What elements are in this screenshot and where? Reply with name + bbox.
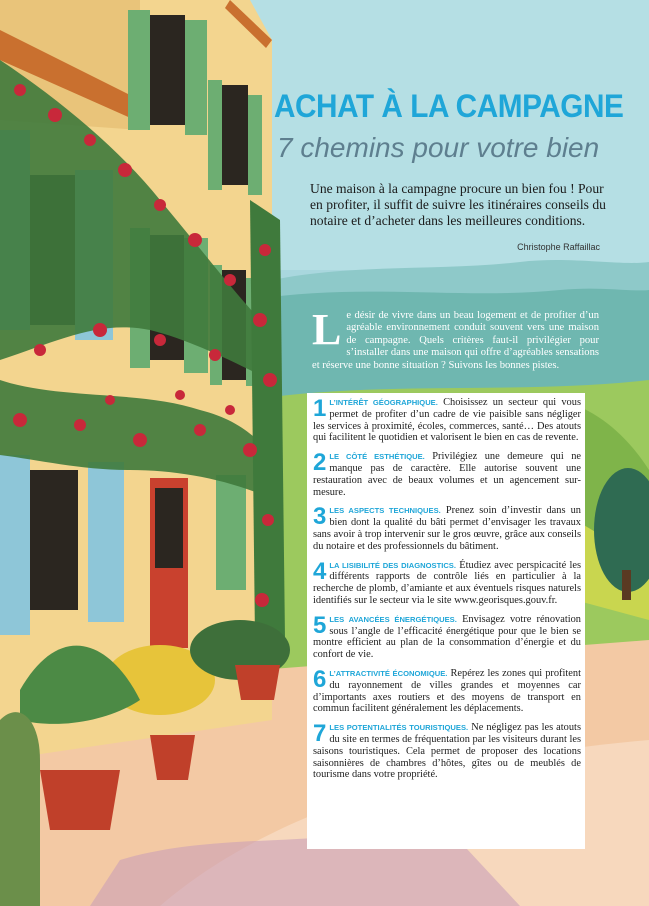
tip-heading: LES AVANCÉES ÉNERGÉTIQUES.	[329, 614, 457, 624]
article-author: Christophe Raffaillac	[517, 242, 600, 252]
tip-text: Ne négligez pas les atouts du site en termes de fréquentation par les visiteurs durant les saisons touristiques. Cela permet de proposer des locations saisonnières de chambres d’hôtes, gîtes ou de meublés de tourisme dans votre propriété.	[313, 722, 581, 781]
tip-item	[313, 397, 581, 444]
tips-panel	[307, 393, 585, 849]
tip-number: 5	[313, 611, 327, 639]
tip-number: 7	[313, 720, 327, 748]
tip-item	[313, 557, 581, 607]
tip-item	[313, 722, 581, 781]
tip-number: 3	[313, 503, 327, 531]
tip-text: Étudiez avec perspicacité les différents rapports de contrôle liés en particulier à la recherche de plomb, d’amiante et aux éventuels risques naturels identifiés sur le secteur via le site www.georisques.gouv.fr.	[313, 559, 581, 606]
tip-text: Repérez les zones qui profitent du rayonnement de villes grandes et moyennes car d’importants axes routiers et des moyens de transport en commun facilitent généralement les déplacements.	[313, 667, 581, 715]
tip-heading: LES POTENTIALITÉS TOURISTIQUES.	[329, 723, 469, 733]
tip-item	[313, 451, 581, 498]
article-title: ACHAT À LA CAMPAGNE	[274, 88, 624, 124]
tip-number: 2	[313, 449, 327, 477]
tip-item	[313, 505, 581, 552]
tip-text: Privilégiez une demeure qui ne manque pas de caractère. Elle autorise souvent une restauration avec de beaux volumes et un agencement sur-mesure.	[313, 451, 581, 498]
lead-text: e désir de vivre dans un beau logement et de profiter d’un agréable environnement conduit souvent vers une maison de campagne. Quels critères faut-il privilégier pour s’installer dans une maison qui offre d’agréables sensations et réserve une bonne situation ? Suivons les bonnes pistes.	[312, 310, 599, 371]
lead-paragraph	[312, 305, 599, 372]
tip-item	[313, 665, 581, 715]
tip-heading: LA LISIBILITÉ DES DIAGNOSTICS.	[329, 560, 456, 570]
article-subtitle: 7 chemins pour votre bien	[277, 132, 600, 163]
tip-heading: LES ASPECTS TECHNIQUES.	[329, 506, 441, 516]
tip-heading: LE CÔTÉ ESTHÉTIQUE.	[329, 452, 425, 462]
drop-cap: L	[312, 305, 342, 354]
article-intro: Une maison à la campagne procure un bien fou ! Pour en profiter, il suffit de suivre les itinéraires conseils du notaire et d’acheter dans les meilleures conditions.	[310, 181, 606, 228]
tip-item	[313, 611, 581, 661]
tip-number: 6	[313, 665, 327, 693]
tip-text: Choisissez un secteur qui vous permet de profiter d’un cadre de vie paisible sans négliger les services à proximité, écoles, commerces, santé… Des atouts qui facilitent le quotidien et valorisent le bien en cas de revente.	[313, 397, 581, 444]
tip-text: Prenez soin d’investir dans un bien dont la qualité du bâti permet d’envisager les travaux sans avoir à trop intervenir sur le gros œuvre, grâce aux conseils du notaire et des professionnels du bâtiment.	[313, 505, 581, 552]
tip-heading: L’INTÉRÊT GÉOGRAPHIQUE.	[329, 398, 438, 407]
tip-number: 1	[313, 395, 327, 422]
tip-text: Envisagez votre rénovation sous l’angle de l’efficacité énergétique pour que le bien se montre efficient au plan de la consommation d’énergie et du confort de vie.	[313, 613, 581, 661]
tip-heading: L’ATTRACTIVITÉ ÉCONOMIQUE.	[329, 668, 448, 678]
tip-number: 4	[313, 557, 327, 585]
